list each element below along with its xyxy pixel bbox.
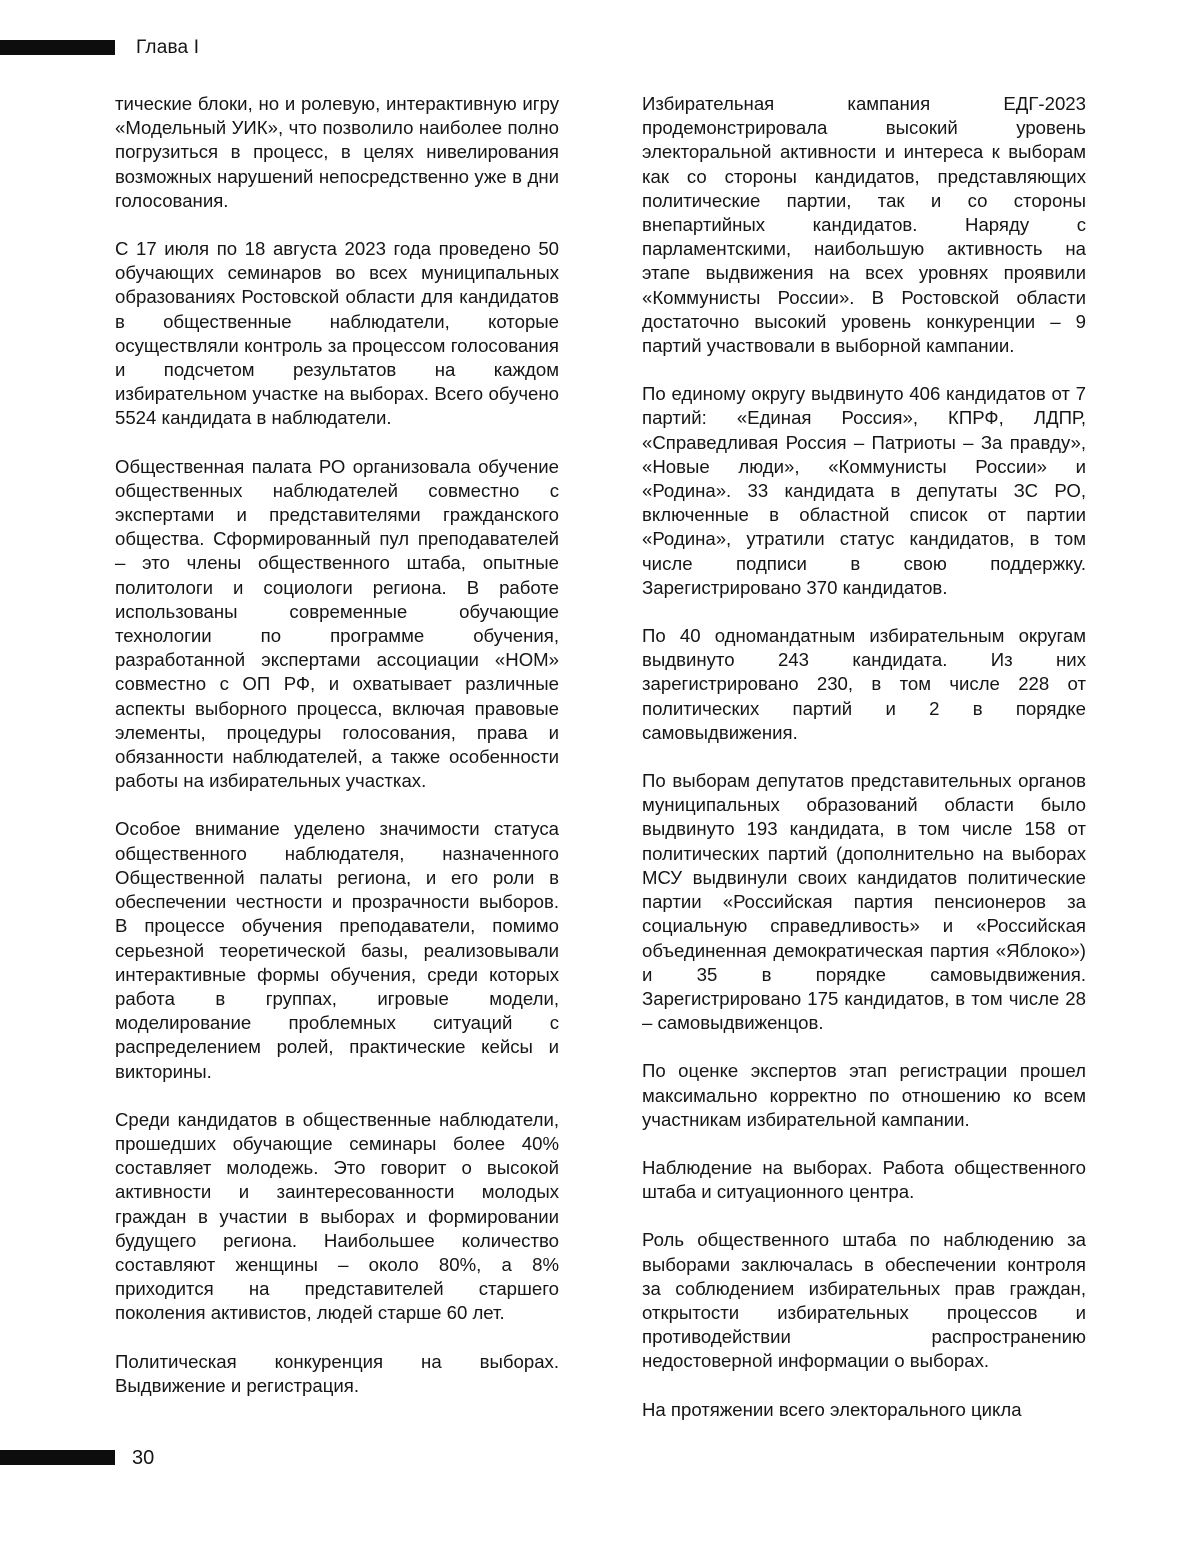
paragraph: Наблюдение на выборах. Работа общественного штаба и ситуационного центра.	[642, 1156, 1086, 1203]
paragraph: С 17 июля по 18 августа 2023 года проведено 50 обучающих семинаров во всех муниципальных образованиях Ростовской области для кандидатов в общественные наблюдатели, которые осуществляли контроль за процессом голосования и подсчетом результатов на каждом избирательном участке на выборах. Всего обучено 5524 кандидата в наблюдатели.	[115, 238, 559, 429]
paragraph: Политическая конкуренция на выборах. Выдвижение и регистрация.	[115, 1350, 559, 1396]
paragraph: Роль общественного штаба по наблюдению за выборами заключалась в обеспечении контроля за соблюдением избирательных прав граждан, открытости избирательных процессов и противодействии распространению недостоверной информации о выборах.	[642, 1229, 1086, 1372]
paragraph: Избирательная кампания ЕДГ-2023 продемонстрировала высокий уровень электоральной активности и интереса к выборам как со стороны кандидатов, представляющих политические партии, так и со стороны внепартийных кандидатов. Наряду с парламентскими, наибольшую активность на этапе выдвижения на всех уровнях проявили «Коммунисты России». В Ростовской области достаточно высокий уровень конкуренции – 9 партий участвовали в выборной кампании.	[642, 93, 1086, 357]
paragraph: По выборам депутатов представительных органов муниципальных образований области было выдвинуто 193 кандидата, в том числе 158 от политических партий (дополнительно на выборах МСУ выдвинули своих кандидатов политические партии «Российская партия пенсионеров за социальную справедливость» и «Российская объединенная демократическая партия «Яблоко») и 35 в порядке самовыдвижения. Зарегистрировано 175 кандидатов, в том числе 28 – самовыдвиженцов.	[642, 770, 1086, 1034]
footer-accent-bar	[0, 1450, 115, 1465]
page-number: 30	[132, 1447, 155, 1469]
paragraph: По единому округу выдвинуто 406 кандидатов от 7 партий: «Единая Россия», КПРФ, ЛДПР, «Справедливая Россия – Патриоты – За правду», «Новые люди», «Коммунисты России» и «Родина». 33 кандидата в депутаты ЗС РО, включенные в областной список от партии «Родина», утратили статус кандидатов, в том числе подписи в свою поддержку. Зарегистрировано 370 кандидатов.	[642, 383, 1086, 598]
paragraph: По 40 одномандатным избирательным округам выдвинуто 243 кандидата. Из них зарегистрировано 230, в том числе 228 от политических партий и 2 в порядке самовыдвижения.	[642, 625, 1086, 743]
right-text-column	[642, 92, 1086, 1422]
paragraph: Особое внимание уделено значимости статуса общественного наблюдателя, назначенного Общественной палаты региона, и его роли в обеспечении честности и прозрачности выборов. В процессе обучения преподаватели, помимо серьезной теоретической базы, реализовывали интерактивные формы обучения, среди которых работа в группах, игровые модели, моделирование проблемных ситуаций с распределением ролей, практические кейсы и викторины.	[115, 818, 559, 1082]
paragraph: тические блоки, но и ролевую, интерактивную игру «Модельный УИК», что позволило наиболее полно погрузиться в процесс, в целях нивелирования возможных нарушений непосредственно уже в дни голосования.	[115, 93, 559, 211]
paragraph: На протяжении всего электорального цикла	[642, 1398, 1022, 1420]
paragraph: По оценке экспертов этап регистрации прошел максимально корректно по отношению ко всем участникам избирательной кампании.	[642, 1060, 1086, 1130]
header-accent-bar	[0, 40, 115, 55]
paragraph: Общественная палата РО организовала обучение общественных наблюдателей совместно с экспертами и представителями гражданского общества. Сформированный пул преподавателей – это члены общественного штаба, опытные политологи и социологи региона. В работе использованы современные обучающие технологии по программе обучения, разработанной экспертами ассоциации «НОМ» совместно с ОП РФ, и охватывает различные аспекты выборного процесса, включая правовые элементы, процедуры голосования, права и обязанности наблюдателей, а также особенности работы на избирательных участках.	[115, 455, 559, 792]
left-text-column	[115, 92, 559, 1398]
chapter-title: Глава I	[136, 37, 200, 58]
paragraph: Среди кандидатов в общественные наблюдатели, прошедших обучающие семинары более 40% составляет молодежь. Это говорит о высокой активности и заинтересованности молодых граждан в участии в выборах и формировании будущего региона. Наибольшее количество составляют женщины – около 80%, а 8% приходится на представителей старшего поколения активистов, людей старше 60 лет.	[115, 1108, 559, 1324]
